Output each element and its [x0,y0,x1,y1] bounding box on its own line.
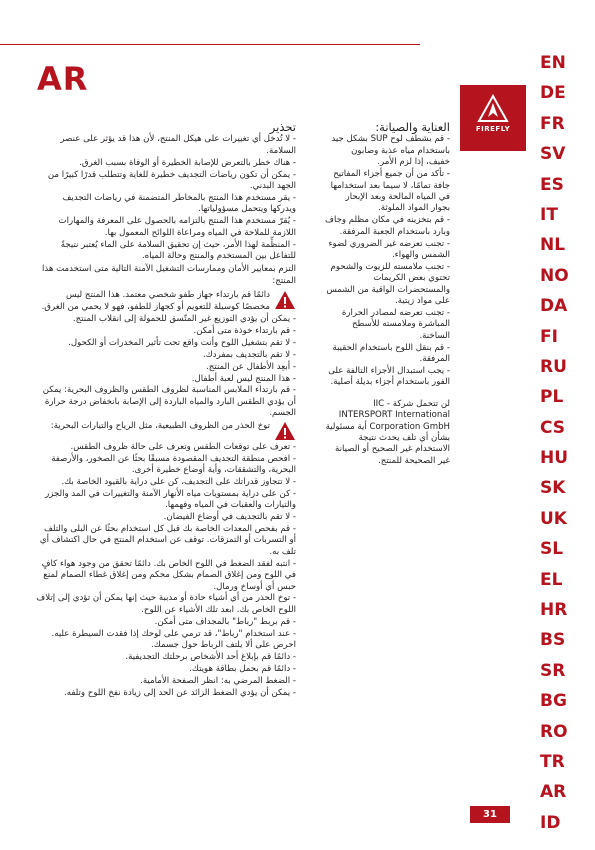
language-link-ar[interactable]: AR [540,782,567,803]
liability-notice [325,399,450,467]
warning-item: - المنظِّمة لهذا الأمر، حيث إن تحقيق السلامة على الماء يُعتبر نتيجةً للتفاعل بين المستخدم والمنتج وحالة المياه. [60,239,296,261]
header-rule [0,44,420,45]
warning-item: - افحص منطقة التجديف المقصودة مسبقًا بحثًا عن الصخور، والأرصفة البحرية، والتشققات، وأية أوضاع خطيرة أخرى. [51,453,296,475]
warning-item: - تعرف على توقعات الطقس وتعرف على حالة ظروف الطقس. [70,441,296,452]
warning-item: - يمكن أن تكون رياضات التجديف خطيرة للغاية وتتطلب قدرًا كبيرًا من الجهد البدني. [47,169,296,192]
language-link-sk[interactable]: SK [540,478,566,499]
warning-item: - هذا المنتج ليس لعبة أطفال. [191,373,296,384]
language-link-uk[interactable]: UK [540,508,567,529]
care-item: - يجب استبدال الأجزاء التالفة على الفور باستخدام أجزاء بديلة أصلية. [328,366,450,388]
care-item: - قم بتخزينه في مكان مظلم وجاف وبارد باستخدام الجعبة المرفقة. [325,215,450,237]
language-link-sl[interactable]: SL [540,539,564,560]
language-link-pl[interactable]: PL [540,387,564,408]
language-link-bs[interactable]: BS [540,630,566,651]
care-section [325,122,450,470]
language-link-id[interactable]: ID [540,812,561,833]
warning-item: - قم بارتداء خوذة متى أمكن. [193,325,296,336]
warning-item: - يقر مستخدم هذا المنتج بالمخاطر المتضمنة في رياضات التجديف ويدركها ويتحمل مسؤولياتها. [62,192,296,215]
language-link-ro[interactable]: RO [540,721,568,742]
care-item: - تجنب تعرضه لمصادر الحرارة المباشرة وملامسته للأسطح الساخنة. [341,308,450,341]
care-heading: العناية والصيانة: [375,120,450,134]
warning-item: - يمكن أن يؤدي الضغط الزائد عن الحد إلى زيادة نفخ اللوح وتلفه. [63,687,296,698]
language-link-da[interactable]: DA [540,296,568,317]
warning-item: - دائمًا قم بإبلاغ أحد الأشخاص برحلتك التجديفية. [125,651,296,662]
warning-heading: تحذير [269,120,296,134]
language-link-sr[interactable]: SR [540,660,566,681]
language-sidebar [540,48,590,838]
warning-item: - دائمًا قم بحمل بطاقة هويتك. [189,663,296,674]
care-item: - تجنب ملامسته للزيوت والشحوم تحتوي بعض الكريمات والمستحضرات الواقية من الشمس على مواد زيتية. [326,261,450,307]
language-link-hr[interactable]: HR [540,600,568,621]
language-link-cs[interactable]: CS [540,417,566,438]
page-number: 31 [483,809,497,820]
warning-section [36,122,296,700]
warning-item: - قم بربط "رباط" بالمجداف متى أمكن. [154,616,296,627]
language-link-tr[interactable]: TR [540,751,565,772]
language-link-el[interactable]: EL [540,569,563,590]
warning-item: - انتبه لفقد الضغط في اللوح الخاص بك. دائمًا تحقق من وجود هواء كافٍ في اللوح ومن إغلاق الصمام بشكل محكم ومن إغلاق غطاء الصمام لمنع حبس أي أوساخ ورمال. [41,558,296,592]
liability-prefix: لن تتحمل شركة [392,398,450,409]
warning-item: - الضغط المرضي به: انظر الصفحة الأمامية. [140,675,296,686]
warning-item: - كن على دراية بمستويات مياه الأنهار الآمنة والتغييرات في المد والجزر والتيارات والعقبات في المياه وفهمها. [45,488,296,511]
language-link-en[interactable]: EN [540,53,566,73]
care-item: - قم بنقل اللوح باستخدام الحقيبة المرفقة. [332,342,450,365]
warning-item: - قم بارتداء الملابس المناسبة لظروف الطقس والظروف البحرية: يمكن أن يؤدي الطقس البارد والمياه الباردة إلى الإصابة بانخفاض درجة حرارة الجسم. [42,385,296,419]
care-item: - تجنب تعرضه غير الضروري لضوء الشمس والهواء. [328,238,450,260]
language-link-hu[interactable]: HU [540,448,569,469]
warning-item: - توخ الحذر من أي أشياء حادة أو مدببة حيث إنها يمكن أن تؤدي إلى إتلاف اللوح الخاص بك. ابعد تلك الأشياء عن اللوح. [36,593,296,615]
firefly-logo-icon [477,94,509,124]
warning-triangle-icon [274,290,296,310]
language-link-sv[interactable]: SV [540,144,566,165]
warning-item: - قم بفحص المعدات الخاصة بك قبل كل استخدام بحثًا عن البلى والتلف أو التسربات أو التمزقات. توقف عن استخدام المنتج في حال اكتشاف أي تلف به. [39,524,296,557]
warning-item: - لا تقم بالتجديف في أوضاع الفيضان. [163,512,296,523]
liability-company: IIC - INTERSPORT International Corporation GmbH [338,398,450,432]
warning-item: - لا تُدخل أي تغييرات على هيكل المنتج، لأن هذا قد يؤثر على عنصر السلامة. [60,134,296,156]
warning-triangle-icon [274,421,296,441]
warning-item: - لا تقم بتشغيل اللوح وأنت واقع تحت تأثير المخدرات أو الكحول. [68,337,296,348]
warning-item: - يمكن أن يؤدي التوزيع غير المتّسق للحمولة إلى انقلاب المنتج. [72,314,296,324]
warning-text: توخ الحذر من الظروف الطبيعية، مثل الرياح والتيارات البحرية: [50,420,270,431]
care-item: - قم بشطف لوح SUP بشكل جيد باستخدام مياه عذبة وصابون خفيف، إذا لزم الأمر. [331,134,450,168]
warning-block [36,290,296,313]
language-link-fr[interactable]: FR [540,113,565,134]
language-link-bg[interactable]: BG [540,691,567,712]
brand-name: FIREFLY [475,125,511,133]
warning-item: - أبعِد الأطفال عن المنتج. [206,361,296,372]
language-link-de[interactable]: DE [540,83,566,104]
liability-text: أية مسئولية بشأن أي تلف يحدث نتيجة الاستخدام غير الصحيح أو الصيانة غير الصحيحة للمنتج. [325,421,450,466]
warning-item: - لا تقم بالتجديف بمفردك. [202,349,296,360]
warning-item: - يُقرّ مستخدم هذا المنتج بالتزامه بالحصول على المعرفة والمهارات اللازمة للملاحة في المياه ومراعاة اللوائح المعمول بها. [58,216,296,238]
brand-logo [460,85,526,151]
language-link-nl[interactable]: NL [540,235,566,256]
compliance-paragraph: التزم بمعايير الأمان وممارسات التشغيل الآمنة التالية متى استخدمت هذا المنتج: [41,264,296,286]
language-link-no[interactable]: NO [540,265,569,286]
warning-item: - هناك خطر بالتعرض للإصابة الخطيرة أو الوفاة بسبب الغرق. [79,157,296,168]
language-link-es[interactable]: ES [540,174,564,195]
language-code: AR [37,60,89,98]
warning-block [36,421,296,441]
warning-text: دائمًا قم بارتداء جهاز طفو شخصي معتمد. هذا المنتج ليس مخصصًا كوسيلة للتعويم أو كجهاز للطفو، فهو لا يحمي من الغرق. [41,290,270,312]
care-item: - تأكد من أن جميع أجزاء المفاتيح جافة تمامًا، لا سيما بعد استخدامها في المياه المالحة وبعد الإبحار بجوار المواد الملوثة. [330,169,450,214]
language-link-fi[interactable]: FI [540,326,558,347]
language-link-it[interactable]: IT [540,204,558,225]
language-link-ru[interactable]: RU [540,356,567,377]
warning-item: - لا تتجاوز قدراتك على التجديف، كن على دراية بالقيود الخاصة بك. [61,476,296,487]
warning-item: - عند استخدام "رباط"، قد ترمي على لوحك إذا فقدت السيطرة عليه. احرص على ألا يلتف الرباط حول جسمك. [51,628,296,651]
